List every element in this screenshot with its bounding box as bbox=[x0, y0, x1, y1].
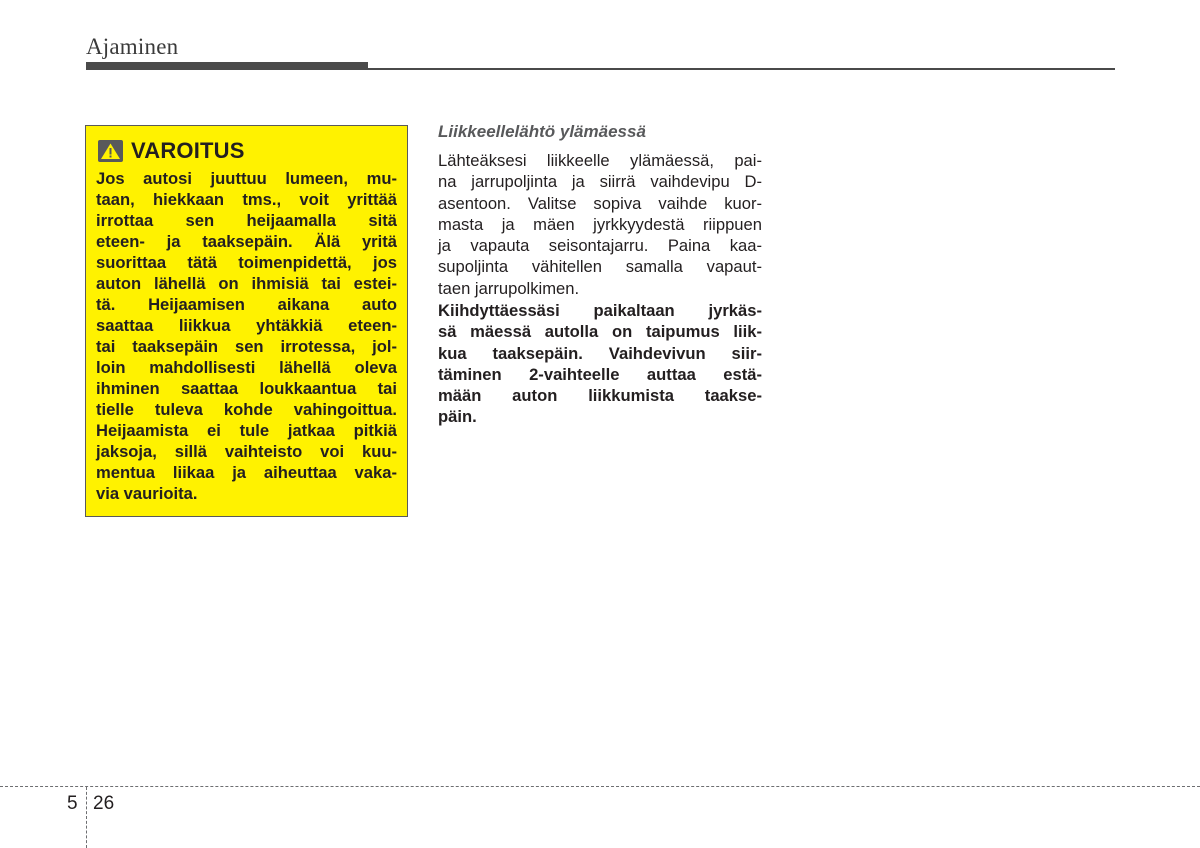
paragraph-line: asentoon. Valitse sopiva vaihde kuor- bbox=[438, 193, 762, 213]
warning-line: mentua liikaa ja aiheuttaa vaka- bbox=[96, 463, 397, 482]
warning-line: tai taaksepäin sen irrotessa, jol- bbox=[96, 337, 397, 356]
warning-line: via vaurioita. bbox=[96, 484, 198, 503]
warning-line: suorittaa tätä toimenpidettä, jos bbox=[96, 253, 397, 272]
paragraph-line: päin. bbox=[438, 407, 477, 427]
body-paragraph bbox=[438, 150, 762, 299]
warning-line: irrottaa sen heijaamalla sitä bbox=[96, 211, 397, 230]
paragraph-line: supoljinta vähitellen samalla vapaut- bbox=[438, 257, 762, 277]
paragraph-line: sä mäessä autolla on taipumus liik- bbox=[438, 322, 762, 342]
bold-paragraph bbox=[438, 300, 762, 428]
footer-divider bbox=[86, 787, 87, 848]
warning-title: VAROITUS bbox=[131, 138, 245, 163]
warning-line: auton lähellä on ihmisiä tai estei- bbox=[96, 274, 397, 293]
warning-line: Heijaamista ei tule jatkaa pitkiä bbox=[96, 421, 397, 440]
warning-line: taan, hiekkaan tms., voit yrittää bbox=[96, 190, 397, 209]
paragraph-line: kua taaksepäin. Vaihdevivun siir- bbox=[438, 343, 762, 363]
warning-line: jaksoja, sillä vaihteisto voi kuu- bbox=[96, 442, 397, 461]
warning-line: ihminen saattaa loukkaantua tai bbox=[96, 379, 397, 398]
warning-line: tä. Heijaamisen aikana auto bbox=[96, 295, 397, 314]
warning-line: saattaa liikkua yhtäkkiä eteen- bbox=[96, 316, 397, 335]
paragraph-line: na jarrupoljinta ja siirrä vaihdevipu D- bbox=[438, 172, 762, 192]
paragraph-line: masta ja mäen jyrkkyydestä riippuen bbox=[438, 214, 762, 234]
paragraph-line: ja vapauta seisontajarru. Paina kaa- bbox=[438, 236, 762, 256]
paragraph-line: Lähteäksesi liikkeelle ylämäessä, pai- bbox=[438, 151, 762, 170]
warning-line: tielle tuleva kohde vahingoittua. bbox=[96, 400, 397, 419]
warning-header bbox=[98, 138, 245, 164]
section-title: Ajaminen bbox=[86, 34, 179, 59]
footer-rule bbox=[0, 786, 1200, 787]
paragraph-line: taen jarrupolkimen. bbox=[438, 278, 580, 298]
paragraph-line: täminen 2-vaihteelle auttaa estä- bbox=[438, 364, 762, 384]
warning-text bbox=[96, 168, 397, 504]
warning-line: Jos autosi juuttuu lumeen, mu- bbox=[96, 169, 397, 188]
chapter-number: 5 bbox=[67, 793, 78, 814]
page-number: 26 bbox=[93, 793, 115, 814]
paragraph-line: mään auton liikkumista taakse- bbox=[438, 386, 762, 406]
warning-line: eteen- ja taaksepäin. Älä yritä bbox=[96, 232, 397, 251]
subheading: Liikkeellelähtö ylämäessä bbox=[438, 122, 646, 141]
warning-line: loin mahdollisesti lähellä oleva bbox=[96, 358, 397, 377]
header-rule bbox=[86, 68, 1115, 70]
warning-triangle-icon bbox=[98, 140, 123, 162]
warning-box bbox=[85, 125, 408, 517]
paragraph-line: Kiihdyttäessäsi paikaltaan jyrkäs- bbox=[438, 301, 762, 320]
